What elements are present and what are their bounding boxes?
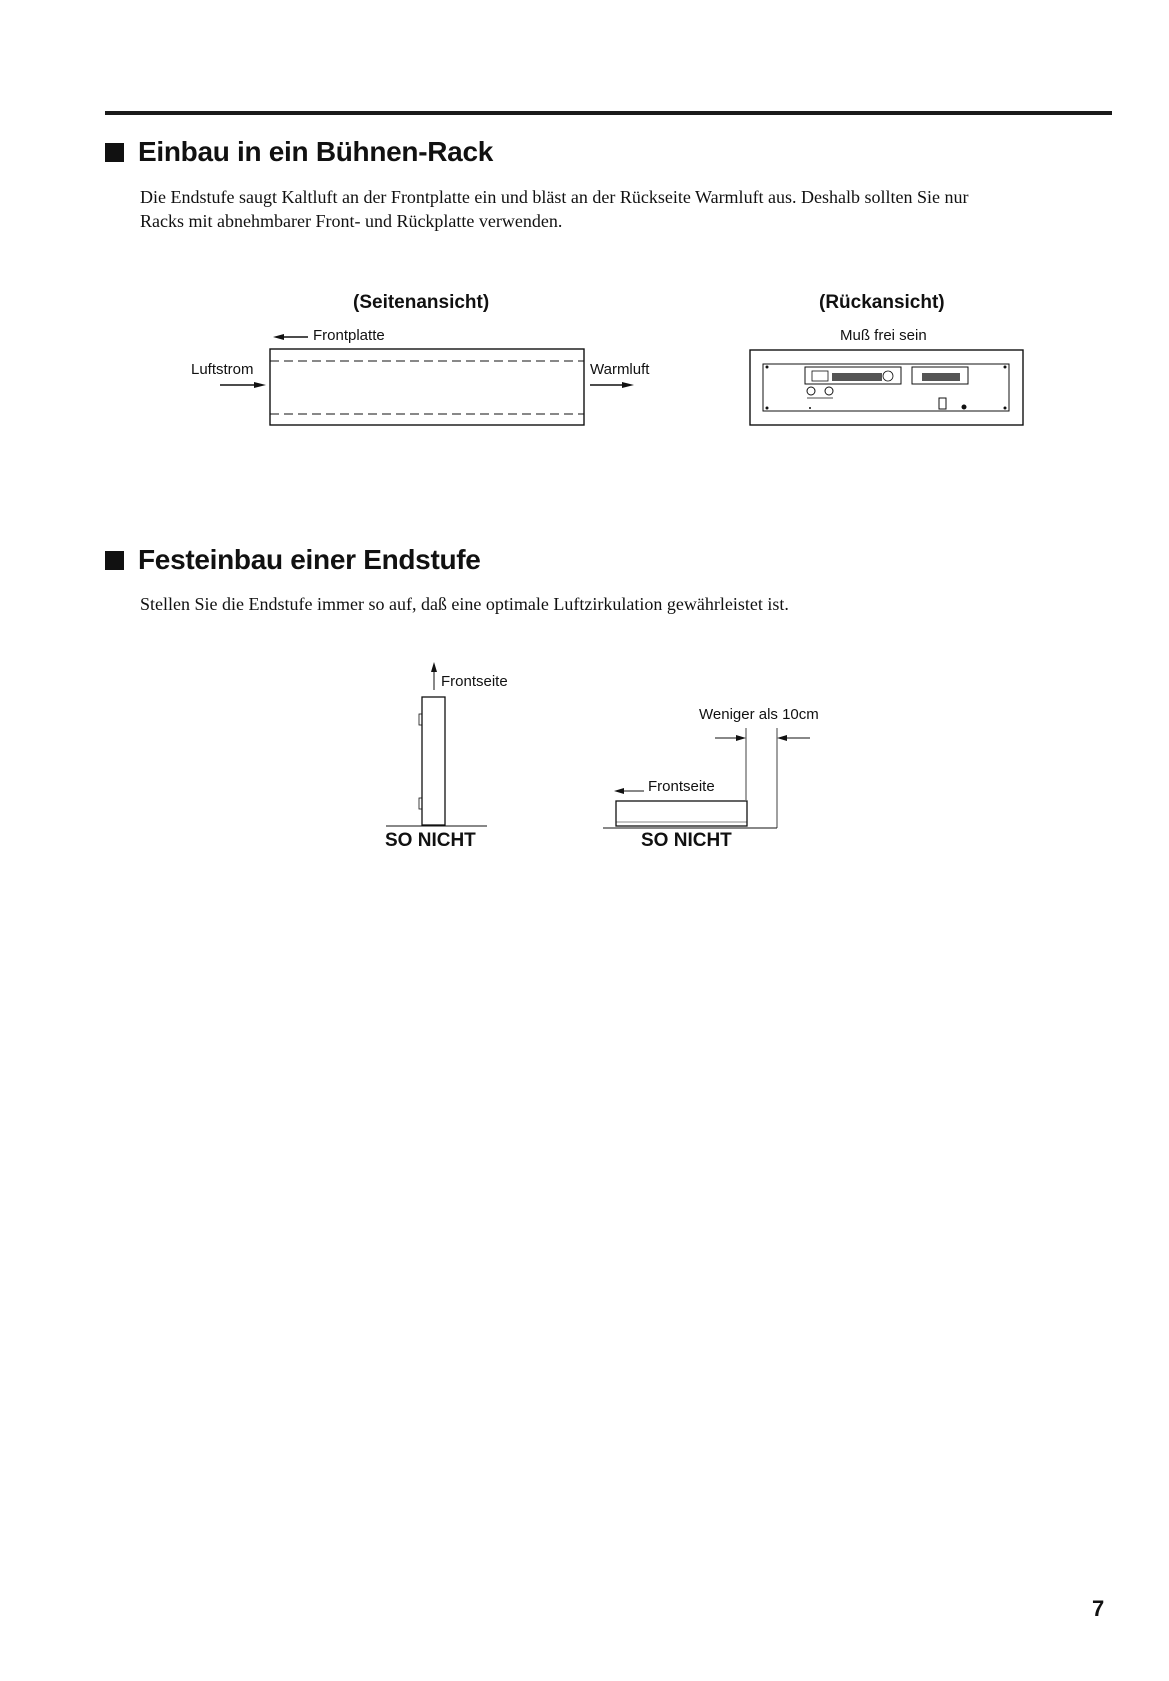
section-paragraph: Stellen Sie die Endstufe immer so auf, daß eine optimale Luftzirkulation gewährleistet ist. bbox=[140, 594, 789, 614]
front-side-label: Frontseite bbox=[648, 778, 715, 795]
warm-air-label: Warmluft bbox=[590, 361, 650, 378]
must-be-clear-label: Muß frei sein bbox=[840, 327, 927, 344]
wrong-caption: SO NICHT bbox=[385, 830, 476, 851]
wrong-caption: SO NICHT bbox=[641, 830, 732, 851]
side-view-title: (Seitenansicht) bbox=[353, 292, 490, 313]
airflow-label: Luftstrom bbox=[191, 361, 254, 378]
front-side-label: Frontseite bbox=[441, 673, 508, 690]
section-title: Einbau in ein Bühnen-Rack bbox=[138, 136, 493, 167]
page-number: 7 bbox=[1092, 1596, 1105, 1621]
paragraph-line: Die Endstufe saugt Kaltluft an der Frontplatte ein und bläst an der Rückseite Warmluft aus. Deshalb sollten Sie nur bbox=[140, 187, 969, 207]
section-title: Festeinbau einer Endstufe bbox=[138, 544, 481, 575]
distance-label: Weniger als 10cm bbox=[699, 706, 819, 723]
paragraph-line: Racks mit abnehmbarer Front- und Rückplatte verwenden. bbox=[140, 211, 563, 231]
rear-view-title: (Rückansicht) bbox=[819, 292, 945, 313]
front-panel-label: Frontplatte bbox=[313, 327, 385, 344]
